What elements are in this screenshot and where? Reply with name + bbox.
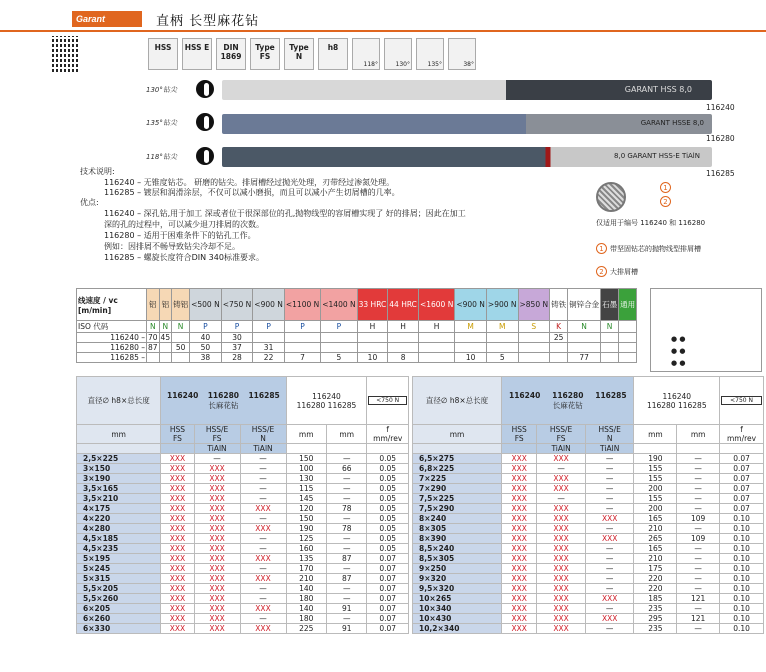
drill-label: 130°钻尖 — [146, 86, 177, 94]
point-geometry-icon — [196, 113, 214, 131]
table-row: 5,5×205 XXX XXX — 140 — 0.07 — [77, 584, 409, 594]
drill-image: GARANT HSSE 8,0 — [222, 114, 712, 134]
size-table-right: 直径∅ h8×总长度 116240 116280 116285 长麻花钻 116240 116280 116285 <750 N mm HSS FS HSS/E FS HSS/E N mm mm f mm/rev TiAlN TiAlN 6,5×275 XXX XXX — 190 — 0.07 6,8×225 XXX — — 155 — 0.07 7×225 XXX XXX — 155 — 0.07 7×290 XXX XXX — 200 — 0.07 7,5×225 XXX — — 155 — 0.07 7,5×290 XXX XXX — 200 — 0.07 8×240 XXX XXX XXX 165 109 0.10 8×305 XXX XXX — 210 — 0.10 8×390 XXX XXX XXX 265 109 0.10 8,5×240 XXX XXX — 165 — 0.10 8,5×305 XXX XXX — 210 — 0.10 9×250 XXX XXX — 175 — 0.10 9×320 XXX XXX — 220 — 0.10 9,5×320 XXX XXX — 220 — 0.10 10×265 XXX XXX XXX 185 121 0.10 10×340 XXX XXX — 235 — 0.10 10×430 XXX XXX XXX 295 121 0.10 10,2×340 XXX XXX — 235 — 0.10 — [412, 376, 764, 634]
legend-2: 2 大排屑槽 — [596, 266, 638, 278]
table-row: 3×190 XXX XXX — 130 — 0.05 — [77, 474, 409, 484]
point-130-icon: 130° — [384, 38, 412, 70]
legend-1: 1 带坚固钻芯的抛物线型排屑槽 — [596, 243, 701, 255]
table-row: 7,5×225 XXX — — 155 — 0.07 — [413, 494, 764, 504]
table-row: 6×260 XXX XXX — 180 — 0.07 — [77, 614, 409, 624]
page-title: 直柄 长型麻花钻 — [156, 13, 260, 29]
table-row: 4×280 XXX XXX XXX 190 78 0.05 — [77, 524, 409, 534]
table-row: 4×220 XXX XXX — 150 — 0.05 — [77, 514, 409, 524]
advantage-line: 116240 – 深孔钻,用于加工 深或者位于很深部位的孔,抛物线型的容屑槽实现了 好的排屑；因此在加工 — [104, 209, 466, 218]
table-row: 7,5×290 XXX XXX — 200 — 0.07 — [413, 504, 764, 514]
table-row: 10,2×340 XXX XXX — 235 — 0.10 — [413, 624, 764, 634]
table-row: 8×240 XXX XXX XXX 165 109 0.10 — [413, 514, 764, 524]
table-row: 8×390 XXX XXX XXX 265 109 0.10 — [413, 534, 764, 544]
material-table: 线速度 / vc [m/min] 铝 铝 铸铝 <500 N <750 N <900 N <1100 N <1400 N 33 HRC 44 HRC <1600 N <900 N >900 N >850 N 铸铁 铜锌合金 石墨 通用 ISO 代码 N N N P P P P P H H H M M S K N N 116240 – 70 45 40 30 25 116280 – 87 50 50 37 31 116285 – 38 28 22 7 5 10 8 10 5 77 — [76, 288, 637, 363]
feature-h8: h8 — [318, 38, 348, 70]
advantage-line: 例如：因排屑不畅导致钻尖冷却不足。 — [104, 242, 240, 251]
feature-hss: HSS — [148, 38, 178, 70]
table-row: 4×175 XXX XXX XXX 120 78 0.05 — [77, 504, 409, 514]
table-row: 5×315 XXX XXX XXX 210 87 0.07 — [77, 574, 409, 584]
point-geometry-icon — [196, 80, 214, 98]
table-row: 9×250 XXX XXX — 175 — 0.10 — [413, 564, 764, 574]
table-row: 3×150 XXX XXX — 100 66 0.05 — [77, 464, 409, 474]
table-row: 10×265 XXX XXX XXX 185 121 0.10 — [413, 594, 764, 604]
feature-type-n: Type N — [284, 38, 314, 70]
advantage-line: 深的孔的过程中，可以减少退刀排屑的次数。 — [104, 220, 264, 229]
size-table-left: 直径∅ h8×总长度 116240 116280 116285 长麻花钻 116240 116280 116285 <750 N mm HSS FS HSS/E FS HSS/E N mm mm f mm/rev TiAlN TiAlN 2,5×225 XXX — — 150 — 0.05 3×150 XXX XXX — 100 66 0.05 3×190 XXX XXX — 130 — 0.05 3,5×165 XXX XXX — 115 — 0.05 3,5×210 XXX XXX — 145 — 0.05 4×175 XXX XXX XXX 120 78 0.05 4×220 XXX XXX — 150 — 0.05 4×280 XXX XXX XXX 190 78 0.05 4,5×185 XXX XXX — 125 — 0.05 4,5×235 XXX XXX — 160 — 0.05 5×195 XXX XXX XXX 135 87 0.07 5×245 XXX XXX — 170 — 0.07 5×315 XXX XXX XXX 210 87 0.07 5,5×205 XXX XXX — 140 — 0.07 5,5×260 XXX XXX — 180 — 0.07 6×205 XXX XXX XXX 140 91 0.07 6×260 XXX XXX — 180 — 0.07 6×330 XXX XXX XXX 225 91 0.07 — [76, 376, 409, 634]
table-row: 5×195 XXX XXX XXX 135 87 0.07 — [77, 554, 409, 564]
article-number: 116280 — [706, 134, 735, 143]
header-rule — [0, 30, 766, 32]
feature-type-fs: Type FS — [250, 38, 280, 70]
tech-line: 116240 – 无锥度钻芯。 研磨的钻尖。排屑槽经过抛光处理，刃带经过渗氮处理。 — [104, 178, 395, 187]
table-row: 7×290 XXX XXX — 200 — 0.07 — [413, 484, 764, 494]
helix-38-icon: 38° — [448, 38, 476, 70]
note-text: 仅适用于编号 116240 和 116280 — [596, 219, 706, 227]
drill-label: 135°钻尖 — [146, 119, 177, 127]
table-row: 6×330 XXX XXX XXX 225 91 0.07 — [77, 624, 409, 634]
table-row: 10×340 XXX XXX — 235 — 0.10 — [413, 604, 764, 614]
feature-hsse: HSS E — [182, 38, 212, 70]
table-row: 9×320 XXX XXX — 220 — 0.10 — [413, 574, 764, 584]
table-row: 8,5×240 XXX XXX — 165 — 0.10 — [413, 544, 764, 554]
brand-logo: Garant — [72, 11, 142, 27]
table-row: 3,5×165 XXX XXX — 115 — 0.05 — [77, 484, 409, 494]
page-header — [72, 8, 259, 30]
table-row: 7×225 XXX XXX — 155 — 0.07 — [413, 474, 764, 484]
feature-din: DIN 1869 — [216, 38, 246, 70]
table-row: 9,5×320 XXX XXX — 220 — 0.10 — [413, 584, 764, 594]
table-row: 8×305 XXX XXX — 210 — 0.10 — [413, 524, 764, 534]
advantages-heading: 优点: — [80, 198, 99, 207]
table-row: 8,5×305 XXX XXX — 210 — 0.10 — [413, 554, 764, 564]
table-row: 5,5×260 XXX XXX — 180 — 0.07 — [77, 594, 409, 604]
point-118-icon: 118° — [352, 38, 380, 70]
table-row: 5×245 XXX XXX — 170 — 0.07 — [77, 564, 409, 574]
table-row: 6×205 XXX XXX XXX 140 91 0.07 — [77, 604, 409, 614]
drill-image: GARANT HSS 8,0 — [222, 80, 712, 100]
table-row: 3,5×210 XXX XXX — 145 — 0.05 — [77, 494, 409, 504]
coolant-grid: ● ● ● ● ● ● — [650, 288, 762, 372]
point-geometry-icon — [196, 147, 214, 165]
drill-label: 118°钻尖 — [146, 153, 177, 161]
advantage-line: 116280 – 适用于困难条件下的钻孔工作。 — [104, 231, 256, 240]
tech-line: 116285 – 镀层和润滑涂层，不仅可以减小磨损，而且可以减小产生切屑槽的几率。 — [104, 188, 400, 197]
article-number: 116240 — [706, 103, 735, 112]
table-row: 6,8×225 XXX — — 155 — 0.07 — [413, 464, 764, 474]
advantage-line: 116285 – 螺旋长度符合DIN 340标准要求。 — [104, 253, 264, 262]
drill-image: 8,0 GARANT HSS-E TiAlN — [222, 147, 712, 167]
table-row: 6,5×275 XXX XXX — 190 — 0.07 — [413, 454, 764, 464]
table-row: 4,5×235 XXX XXX — 160 — 0.05 — [77, 544, 409, 554]
article-number: 116285 — [706, 169, 735, 178]
table-row: 10×430 XXX XXX XXX 295 121 0.10 — [413, 614, 764, 624]
flute-section-icon — [596, 182, 626, 212]
table-row: 2,5×225 XXX — — 150 — 0.05 — [77, 454, 409, 464]
point-135-icon: 135° — [416, 38, 444, 70]
tech-heading: 技术说明: — [80, 167, 115, 176]
table-row: 4,5×185 XXX XXX — 125 — 0.05 — [77, 534, 409, 544]
feature-icons — [148, 38, 476, 70]
